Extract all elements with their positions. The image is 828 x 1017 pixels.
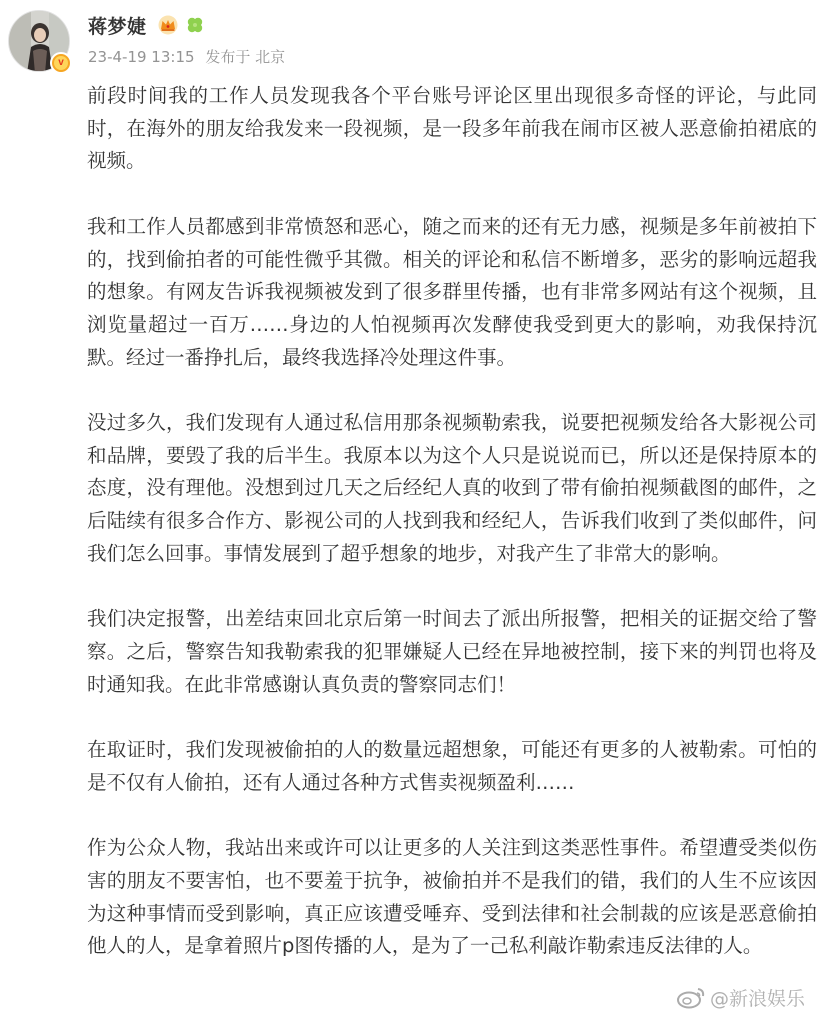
post-body [87, 80, 817, 996]
post-paragraph: 我和工作人员都感到非常愤怒和恶心，随之而来的还有无力感，视频是多年前被拍下的，找到偷拍者的可能性微乎其微。相关的评论和私信不断增多，恶劣的影响远超我的想象。有网友告诉我视频被发到了很多群里传播，也有非常多网站有这个视频，且浏览量超过一百万……身边的人怕视频再次发酵使我受到更大的影响，劝我保持沉默。经过一番挣扎后，最终我选择冷处理这件事。 [87, 214, 817, 369]
post-timestamp[interactable]: 23-4-19 13:15 [88, 48, 195, 66]
post-paragraph: 在取证时，我们发现被偷拍的人的数量远超想象，可能还有更多的人被勒索。可怕的是不仅有人偷拍，还有人通过各种方式售卖视频盈利…… [87, 738, 817, 794]
weibo-logo-icon [676, 985, 706, 1009]
post-paragraph: 没过多久，我们发现有人通过私信用那条视频勒索我，说要把视频发给各大影视公司和品牌，要毁了我的后半生。我原本以为这个人只是说说而已，所以还是保持原本的态度，没有理他。没想到过几天之后经纪人真的收到了带有偷拍视频截图的邮件，之后陆续有很多合作方、影视公司的人找到我和经纪人，告诉我们收到了类似邮件，问我们怎么回事。事情发展到了超乎想象的地步，对我产生了非常大的影响。 [87, 411, 817, 565]
post-paragraph: 我们决定报警，出差结束回北京后第一时间去了派出所报警，把相关的证据交给了警察。之后，警察告知我勒索我的犯罪嫌疑人已经在异地被控制，接下来的判罚也将及时通知我。在此非常感谢认真负责的警察同志们！ [87, 607, 817, 696]
watermark-text: @新浪娱乐 [710, 987, 806, 1010]
post-meta [88, 46, 291, 67]
post-paragraph: 前段时间我的工作人员发现我各个平台账号评论区里出现很多奇怪的评论，与此同时，在海外的朋友给我发来一段视频，是一段多年前我在闹市区被人恶意偷拍裙底的视频。 [87, 84, 817, 173]
crown-icon[interactable] [157, 15, 179, 35]
verified-badge-label: v [54, 56, 68, 70]
post-location: 发布于 北京 [205, 48, 286, 66]
author-name[interactable]: 蒋梦婕 [88, 15, 147, 38]
post-paragraph: 作为公众人物，我站出来或许可以让更多的人关注到这类恶性事件。希望遭受类似伤害的朋友不要害怕，也不要羞于抗争，被偷拍并不是我们的错，我们的人生不应该因为这种事情而受到影响，真正应该遭受唾弃、受到法律和社会制裁的应该是恶意偷拍他人的人，是拿着照片p图传播的人，是为了一己私利敲诈勒索违反法律的人。 [87, 836, 817, 958]
username-row [88, 12, 205, 38]
verified-v-icon [50, 52, 72, 74]
author-avatar[interactable] [8, 10, 70, 72]
post-header [0, 0, 828, 80]
watermark [676, 980, 824, 1014]
clover-icon[interactable] [185, 15, 205, 35]
